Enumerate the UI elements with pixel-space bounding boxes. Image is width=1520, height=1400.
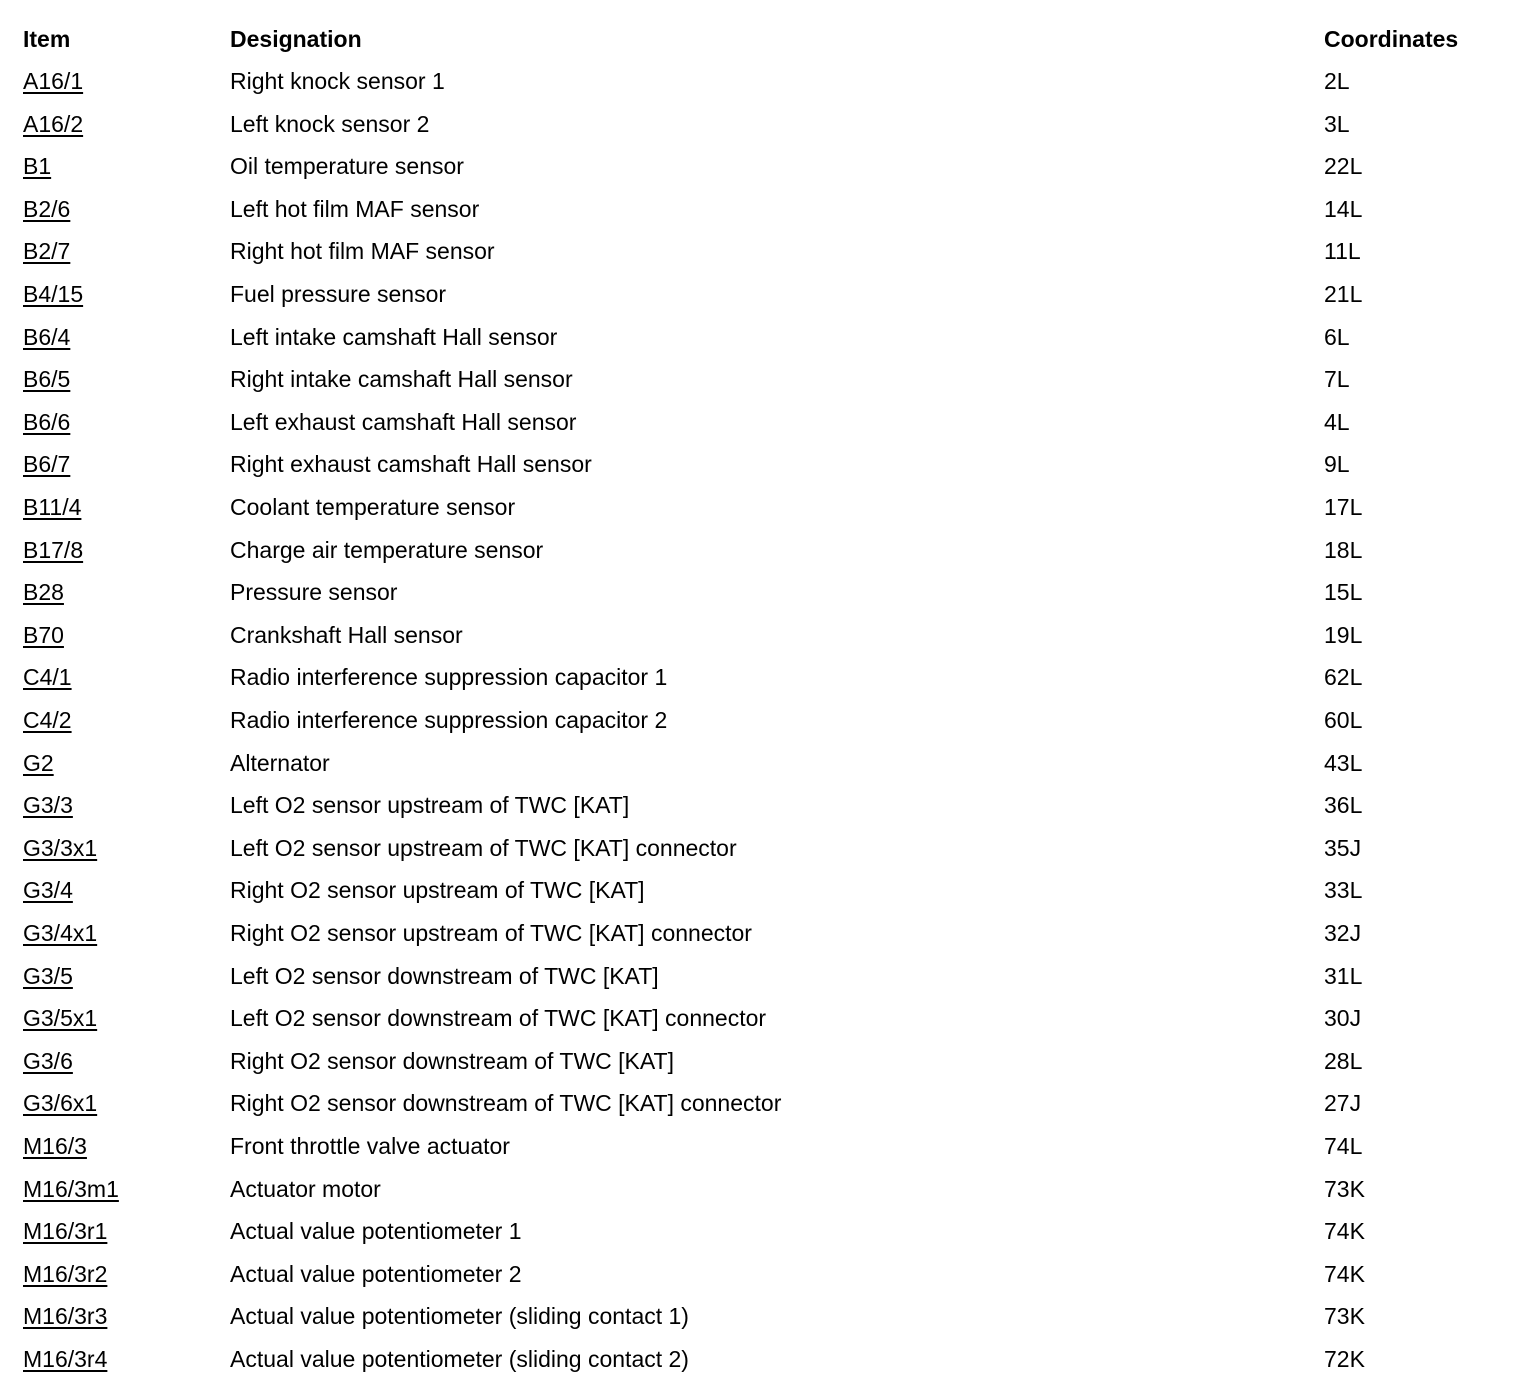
table-row [0, 746, 1520, 780]
item-link[interactable]: B28 [23, 579, 64, 606]
designation-cell: Right O2 sensor upstream of TWC [KAT] connector [230, 920, 752, 946]
item-link[interactable]: M16/3m1 [23, 1175, 119, 1202]
designation-cell: Radio interference suppression capacitor 1 [230, 664, 668, 691]
table-row [0, 277, 1520, 311]
designation-cell: Right hot film MAF sensor [230, 238, 495, 265]
designation-cell: Left O2 sensor downstream of TWC [KAT] connector [230, 1005, 767, 1032]
item-link[interactable]: M16/3r4 [23, 1346, 108, 1372]
table-row [0, 1044, 1520, 1078]
table-row [0, 831, 1520, 865]
designation-cell: Alternator [230, 749, 330, 776]
coordinates-cell: 15L [1324, 579, 1363, 606]
table-row [0, 618, 1520, 652]
coordinates-cell: 33L [1324, 877, 1363, 904]
item-link[interactable]: G3/3x1 [23, 834, 98, 861]
item-link[interactable]: G3/4 [23, 877, 73, 904]
table-row [0, 1257, 1520, 1291]
item-link[interactable]: G3/6x1 [23, 1090, 98, 1117]
item-link[interactable]: G3/5 [23, 962, 73, 989]
coordinates-cell: 14L [1324, 195, 1363, 222]
item-link[interactable]: B2/6 [23, 195, 71, 222]
table-row [0, 234, 1520, 268]
item-link[interactable]: G2 [23, 749, 54, 776]
coordinates-cell: 36L [1324, 792, 1363, 819]
table-row [0, 660, 1520, 694]
item-link[interactable]: B17/8 [23, 536, 84, 563]
table-row [0, 1172, 1520, 1206]
designation-cell: Actual value potentiometer (sliding contact 1) [230, 1303, 689, 1330]
designation-cell: Left knock sensor 2 [230, 110, 430, 137]
coordinates-cell: 2L [1324, 68, 1350, 94]
item-link[interactable]: M16/3r3 [23, 1303, 108, 1330]
table-row [0, 192, 1520, 226]
table-row [0, 575, 1520, 609]
coordinates-cell: 4L [1324, 408, 1350, 435]
table-row [0, 149, 1520, 183]
designation-cell: Fuel pressure sensor [230, 281, 447, 307]
coordinates-cell: 21L [1324, 281, 1363, 307]
designation-cell: Right O2 sensor downstream of TWC [KAT] connector [230, 1090, 782, 1117]
designation-cell: Right knock sensor 1 [230, 68, 445, 94]
designation-cell: Right exhaust camshaft Hall sensor [230, 451, 592, 478]
item-link[interactable]: M16/3r1 [23, 1218, 108, 1245]
header-item: Item [23, 26, 71, 52]
coordinates-cell: 43L [1324, 749, 1363, 776]
table-row [0, 405, 1520, 439]
designation-cell: Pressure sensor [230, 579, 398, 606]
coordinates-cell: 18L [1324, 536, 1363, 563]
header-coordinates: Coordinates [1324, 26, 1459, 52]
table-row [0, 1342, 1520, 1376]
item-link[interactable]: B1 [23, 153, 52, 180]
item-link[interactable]: G3/5x1 [23, 1005, 98, 1032]
item-link[interactable]: A16/2 [23, 110, 84, 137]
coordinates-cell: 3L [1324, 110, 1350, 137]
coordinates-cell: 35J [1324, 834, 1362, 861]
designation-cell: Left intake camshaft Hall sensor [230, 323, 558, 350]
table-row [0, 1129, 1520, 1163]
designation-cell: Right O2 sensor upstream of TWC [KAT] [230, 877, 645, 904]
coordinates-cell: 30J [1324, 1005, 1362, 1032]
coordinates-cell: 74L [1324, 1133, 1363, 1159]
coordinates-cell: 73K [1324, 1303, 1365, 1330]
item-link[interactable]: B70 [23, 621, 64, 648]
table-row [0, 447, 1520, 481]
item-link[interactable]: C4/1 [23, 664, 72, 691]
item-link[interactable]: B6/7 [23, 451, 71, 478]
coordinates-cell: 72K [1324, 1346, 1365, 1372]
item-link[interactable]: B4/15 [23, 281, 84, 307]
designation-cell: Front throttle valve actuator [230, 1133, 510, 1159]
designation-cell: Right intake camshaft Hall sensor [230, 366, 573, 393]
table-row [0, 1086, 1520, 1120]
table-row [0, 64, 1520, 98]
designation-cell: Left O2 sensor upstream of TWC [KAT] connector [230, 834, 737, 861]
designation-cell: Coolant temperature sensor [230, 494, 516, 520]
coordinates-cell: 74K [1324, 1260, 1365, 1287]
designation-cell: Actual value potentiometer 1 [230, 1218, 522, 1245]
item-link[interactable]: G3/4x1 [23, 920, 98, 946]
item-link[interactable]: B6/6 [23, 408, 71, 435]
item-link[interactable]: M16/3r2 [23, 1260, 108, 1287]
coordinates-cell: 32J [1324, 920, 1362, 946]
table-row [0, 320, 1520, 354]
table-row [0, 916, 1520, 950]
coordinates-cell: 73K [1324, 1175, 1365, 1202]
coordinates-cell: 6L [1324, 323, 1350, 350]
table-header [0, 22, 1520, 56]
coordinates-cell: 22L [1324, 153, 1363, 180]
coordinates-cell: 17L [1324, 494, 1363, 520]
item-link[interactable]: B6/5 [23, 366, 71, 393]
table-row [0, 362, 1520, 396]
item-link[interactable]: M16/3 [23, 1133, 87, 1159]
table-row [0, 1214, 1520, 1248]
coordinates-cell: 11L [1324, 238, 1361, 265]
designation-cell: Actual value potentiometer (sliding contact 2) [230, 1346, 689, 1372]
item-link[interactable]: B2/7 [23, 238, 71, 265]
designation-cell: Left hot film MAF sensor [230, 195, 480, 222]
designation-cell: Charge air temperature sensor [230, 536, 544, 563]
table-row [0, 107, 1520, 141]
coordinates-cell: 60L [1324, 707, 1363, 733]
item-link[interactable]: A16/1 [23, 68, 84, 94]
item-link[interactable]: G3/6 [23, 1047, 73, 1074]
table-row [0, 1001, 1520, 1035]
item-link[interactable]: B6/4 [23, 323, 71, 350]
table-row [0, 788, 1520, 822]
designation-cell: Right O2 sensor downstream of TWC [KAT] [230, 1047, 674, 1074]
table-row [0, 533, 1520, 567]
designation-cell: Left exhaust camshaft Hall sensor [230, 408, 577, 435]
item-link[interactable]: G3/3 [23, 792, 73, 819]
coordinates-cell: 19L [1324, 621, 1363, 648]
table-row [0, 959, 1520, 993]
table-row [0, 490, 1520, 524]
designation-cell: Actual value potentiometer 2 [230, 1260, 522, 1287]
coordinates-cell: 28L [1324, 1047, 1363, 1074]
table-row [0, 873, 1520, 907]
coordinates-cell: 74K [1324, 1218, 1365, 1245]
header-designation: Designation [230, 26, 362, 52]
table-row [0, 1299, 1520, 1333]
coordinates-cell: 27J [1324, 1090, 1362, 1117]
designation-cell: Crankshaft Hall sensor [230, 621, 463, 648]
table-row [0, 703, 1520, 737]
designation-cell: Left O2 sensor downstream of TWC [KAT] [230, 962, 659, 989]
designation-cell: Oil temperature sensor [230, 153, 464, 180]
item-link[interactable]: B11/4 [23, 494, 82, 520]
designation-cell: Radio interference suppression capacitor 2 [230, 707, 668, 733]
designation-cell: Actuator motor [230, 1175, 381, 1202]
item-link[interactable]: C4/2 [23, 707, 72, 733]
coordinates-cell: 9L [1324, 451, 1350, 478]
coordinates-cell: 7L [1324, 366, 1350, 393]
designation-cell: Left O2 sensor upstream of TWC [KAT] [230, 792, 630, 819]
coordinates-cell: 62L [1324, 664, 1363, 691]
coordinates-cell: 31L [1324, 962, 1363, 989]
